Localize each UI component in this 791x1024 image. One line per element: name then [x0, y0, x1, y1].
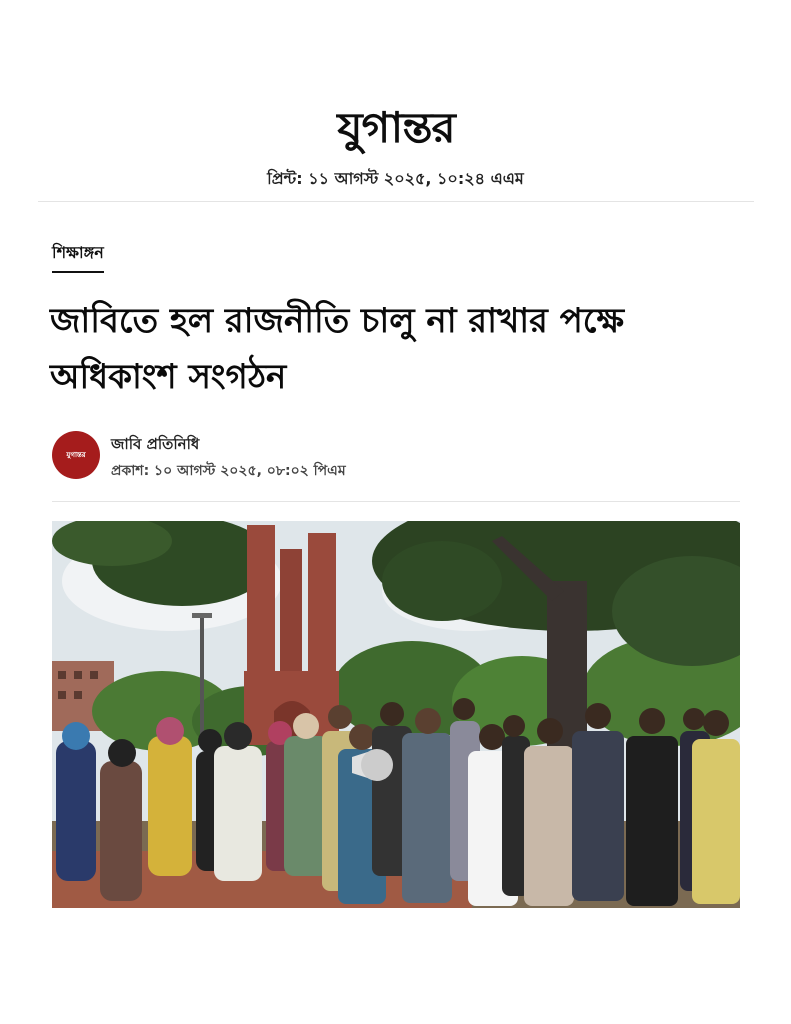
- category-link[interactable]: শিক্ষাঙ্গন: [52, 240, 104, 273]
- author-avatar: [52, 431, 100, 479]
- byline-divider: [52, 501, 740, 502]
- article-headline: জাবিতে হল রাজনীতি চালু না রাখার পক্ষে অধিকাংশ সংগঠন: [50, 301, 624, 397]
- print-timestamp: প্রিন্ট: ১১ আগস্ট ২০২৫, ১০:২৪ এএম: [267, 169, 524, 188]
- masthead: [0, 100, 791, 156]
- site-logo[interactable]: যুগান্তর: [336, 103, 455, 152]
- protest-photo-illustration: [52, 521, 740, 908]
- author-name[interactable]: জাবি প্রতিনিধি: [111, 435, 200, 453]
- avatar-logo-text: যুগান্তর: [66, 451, 86, 459]
- header-divider: [38, 201, 754, 202]
- published-date: প্রকাশ: ১০ আগস্ট ২০২৫, ০৮:০২ পিএম: [111, 463, 346, 479]
- article-photo: [52, 521, 740, 908]
